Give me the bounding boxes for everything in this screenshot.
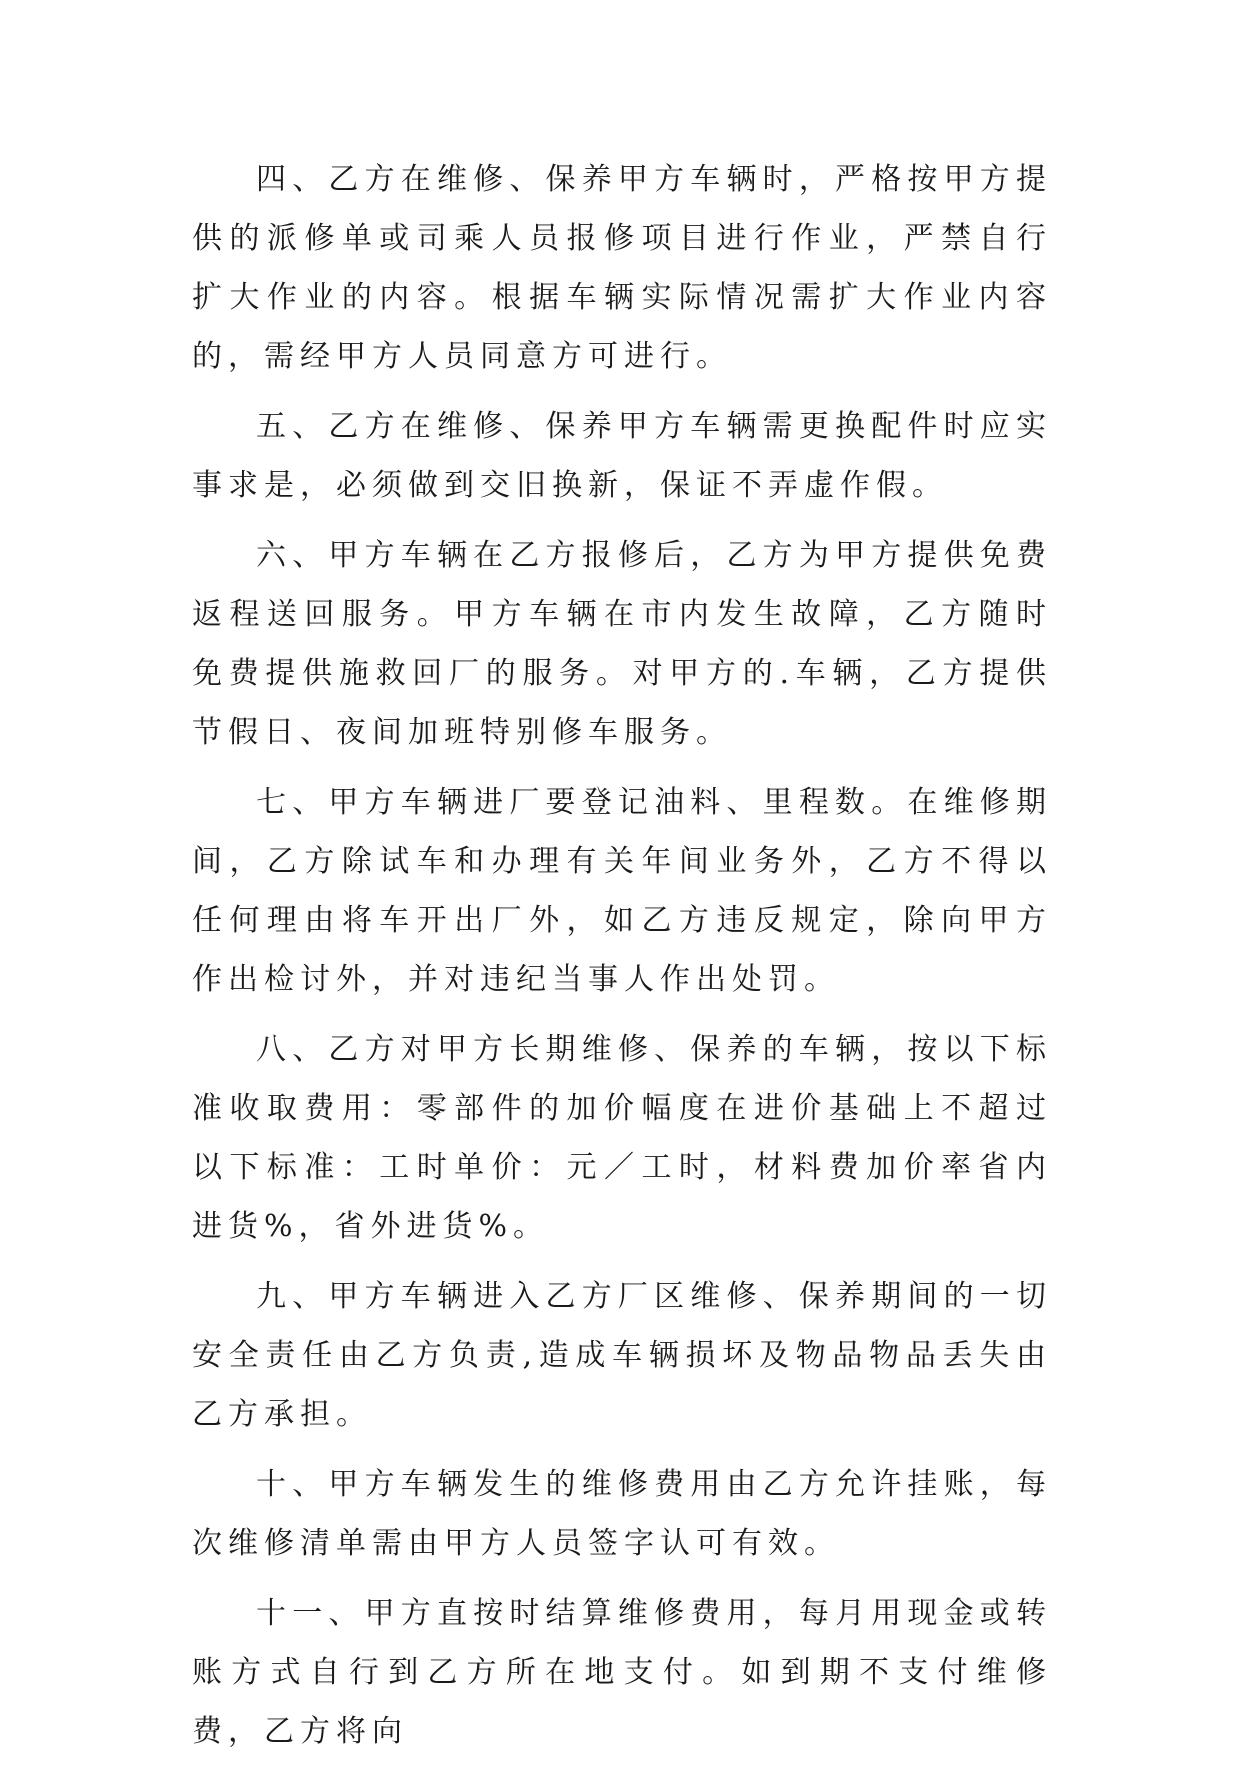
clause-eight-paragraph: 八、乙方对甲方长期维修、保养的车辆，按以下标准收取费用：零部件的加价幅度在进价基础上不超过以下标准：工时单价：元／工时，材料费加价率省内进货%，省外进货%。 bbox=[192, 1032, 1052, 1244]
clause-seven-paragraph: 七、甲方车辆进厂要登记油料、里程数。在维修期间，乙方除试车和办理有关年间业务外，乙方不得以任何理由将车开出厂外，如乙方违反规定，除向甲方作出检讨外，并对违纪当事人作出处罚。 bbox=[192, 785, 1052, 997]
document-page bbox=[192, 150, 1052, 1772]
clause-nine-paragraph: 九、甲方车辆进入乙方厂区维修、保养期间的一切安全责任由乙方负责,造成车辆损坏及物品物品丢失由乙方承担。 bbox=[192, 1279, 1052, 1432]
clause-six-paragraph: 六、甲方车辆在乙方报修后，乙方为甲方提供免费返程送回服务。甲方车辆在市内发生故障，乙方随时免费提供施救回厂的服务。对甲方的.车辆，乙方提供节假日、夜间加班特别修车服务。 bbox=[192, 538, 1052, 750]
clause-eleven-paragraph: 十一、甲方直按时结算维修费用，每月用现金或转账方式自行到乙方所在地支付。如到期不支付维修费，乙方将向 bbox=[192, 1596, 1052, 1749]
clause-ten-paragraph: 十、甲方车辆发生的维修费用由乙方允许挂账，每次维修清单需由甲方人员签字认可有效。 bbox=[192, 1467, 1052, 1561]
clause-five-paragraph: 五、乙方在维修、保养甲方车辆需更换配件时应实事求是，必须做到交旧换新，保证不弄虚作假。 bbox=[192, 409, 1052, 503]
clause-four-paragraph: 四、乙方在维修、保养甲方车辆时，严格按甲方提供的派修单或司乘人员报修项目进行作业，严禁自行扩大作业的内容。根据车辆实际情况需扩大作业内容的，需经甲方人员同意方可进行。 bbox=[192, 162, 1052, 374]
